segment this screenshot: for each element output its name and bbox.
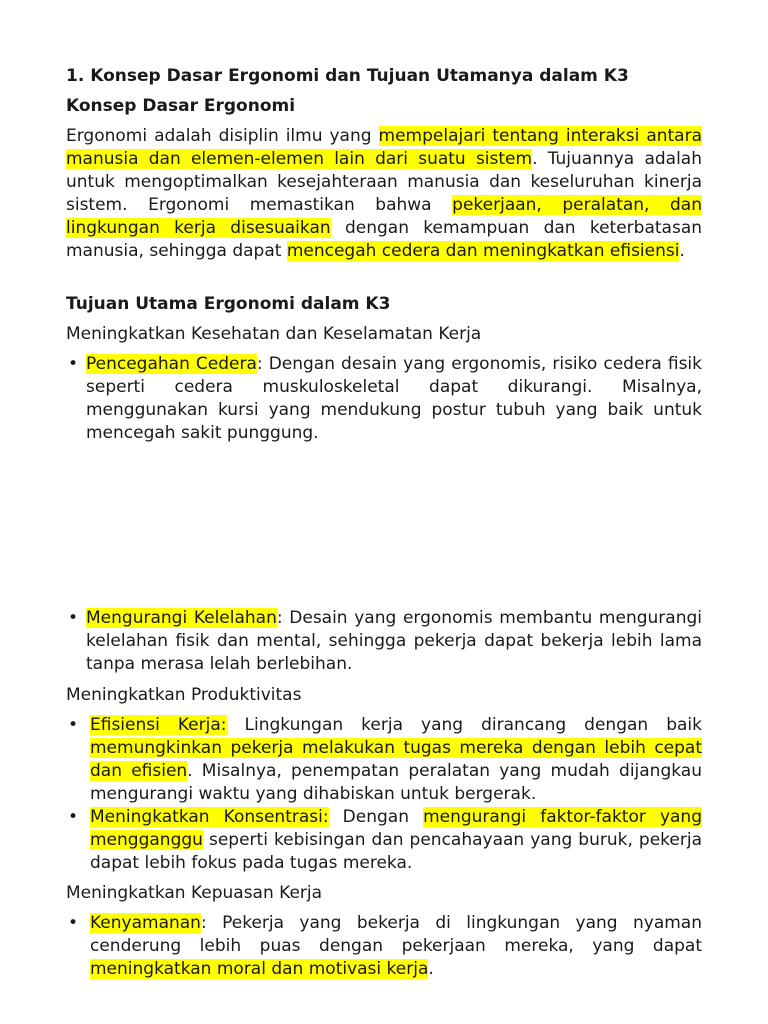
bullet-list (66, 607, 702, 676)
highlight-span: mempelajari tentang interaksi antara manusia dan elemen-elemen lain dari suatu sistem (66, 126, 702, 169)
subheading-produktivitas: Meningkatkan Produktivitas (66, 685, 302, 705)
bullet-list (66, 912, 702, 981)
highlight-span: pekerjaan, peralatan, dan lingkungan kerja disesuaikan (66, 195, 702, 238)
text-span: dengan kemampuan dan keterbatasan manusia, sehingga dapat (66, 218, 703, 261)
list-item (66, 806, 702, 875)
list-item (66, 912, 702, 981)
text-span: seperti kebisingan dan pencahayaan yang buruk, pekerja dapat lebih fokus pada tugas mereka. (90, 830, 702, 873)
highlight-span: Mengurangi Kelelahan (86, 608, 277, 628)
list-item (66, 353, 702, 445)
subheading-kepuasan: Meningkatkan Kepuasan Kerja (66, 883, 323, 903)
text-span: Dengan (328, 807, 424, 827)
konsep-paragraph (66, 125, 702, 263)
text-span: : Dengan desain yang ergonomis, risiko cedera fisik seperti cedera muskuloskeletal dapat dikurangi. Misalnya, menggunakan kursi yang mendukung postur tubuh yang baik untuk mencegah sakit punggung. (86, 354, 703, 443)
text-span: . Misalnya, penempatan peralatan yang mudah dijangkau mengurangi waktu yang dihabiskan untuk bergerak. (90, 761, 702, 804)
list-item (66, 714, 702, 806)
bullet-list (66, 714, 702, 875)
subheading-kesehatan: Meningkatkan Kesehatan dan Keselamatan Kerja (66, 324, 482, 344)
highlight-span: memungkinkan pekerja melakukan tugas mereka dengan lebih cepat dan efisien (90, 738, 702, 781)
highlight-span: Kenyamanan (90, 913, 201, 933)
highlight-span: mengurangi faktor-faktor yang mengganggu (90, 807, 702, 850)
section-heading-konsep: Konsep Dasar Ergonomi (66, 96, 296, 116)
highlight-span: Pencegahan Cedera (86, 354, 257, 374)
highlight-span: Efisiensi Kerja: (90, 715, 227, 735)
text-span: Lingkungan kerja yang dirancang dengan baik (226, 715, 702, 735)
text-span: . Tujuannya adalah untuk mengoptimalkan kesejahteraan manusia dan keseluruhan kinerja sistem. Ergonomi memastikan bahwa (66, 149, 702, 215)
highlight-span: mencegah cedera dan meningkatkan efisiensi (286, 241, 680, 261)
highlight-span: Meningkatkan Konsentrasi: (90, 807, 329, 827)
highlight-span: meningkatkan moral dan motivasi kerja (90, 959, 429, 979)
document-title: 1. Konsep Dasar Ergonomi dan Tujuan Utamanya dalam K3 (66, 66, 629, 86)
section-heading-tujuan: Tujuan Utama Ergonomi dalam K3 (66, 294, 391, 314)
text-span: : Pekerja yang bekerja di lingkungan yang nyaman cenderung lebih puas dengan pekerjaan mereka, yang dapat (90, 913, 702, 956)
text-span: : Desain yang ergonomis membantu mengurangi kelelahan fisik dan mental, sehingga pekerja dapat bekerja lebih lama tanpa merasa lelah berlebihan. (86, 608, 702, 674)
text-span: Ergonomi adalah disiplin ilmu yang (66, 126, 379, 146)
text-span: . (679, 241, 685, 261)
bullet-list (66, 353, 702, 445)
text-span: . (428, 959, 434, 979)
list-item (66, 607, 702, 676)
